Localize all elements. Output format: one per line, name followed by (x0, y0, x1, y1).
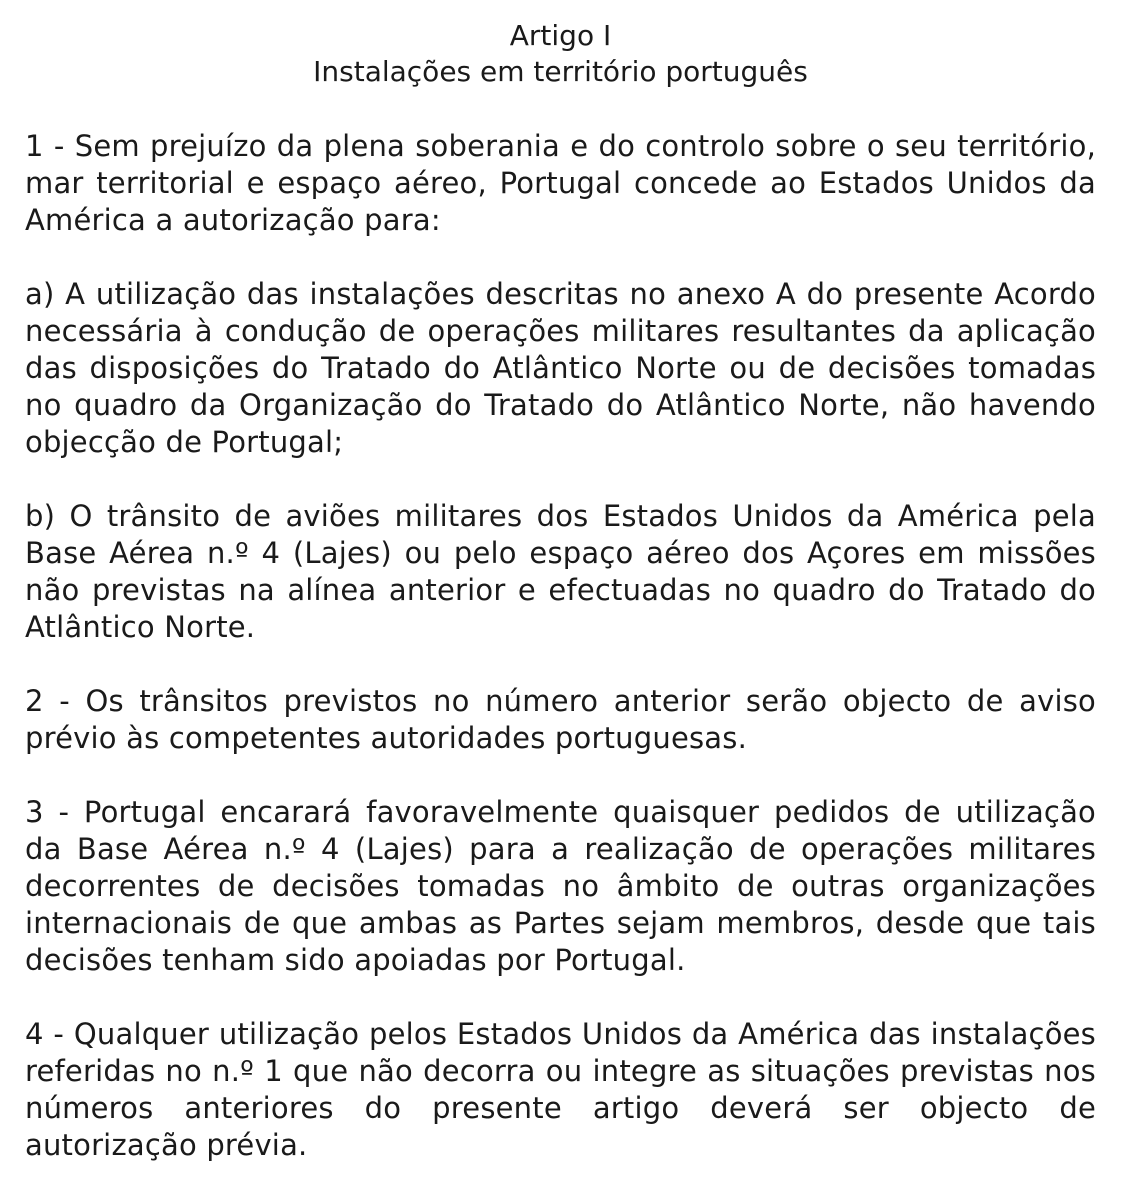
paragraph-1b: b) O trânsito de aviões militares dos Estados Unidos da América pela Base Aérea n.º 4 (Lajes) ou pelo espaço aéreo dos Açores em missões não previstas na alínea anterior e efectuadas no quadro do Tratado do Atlântico Norte. (25, 499, 1096, 644)
paragraph-1a: a) A utilização das instalações descritas no anexo A do presente Acordo necessária à condução de operações militares resultantes da aplicação das disposições do Tratado do Atlântico Norte ou de decisões tomadas no quadro da Organização do Tratado do Atlântico Norte, não havendo objecção de Portugal; (25, 277, 1096, 459)
article-title: Instalações em território português (313, 55, 808, 88)
article-heading (25, 18, 1096, 90)
paragraph-3: 3 - Portugal encarará favoravelmente quaisquer pedidos de utilização da Base Aérea n.º 4 (Lajes) para a realização de operações militares decorrentes de decisões tomadas no âmbito de outras organizações internacionais de que ambas as Partes sejam membros, desde que tais decisões tenham sido apoiadas por Portugal. (25, 795, 1096, 977)
paragraph-2: 2 - Os trânsitos previstos no número anterior serão objecto de aviso prévio às competentes autoridades portuguesas. (25, 684, 1096, 755)
paragraph-4: 4 - Qualquer utilização pelos Estados Unidos da América das instalações referidas no n.º 1 que não decorra ou integre as situações previstas nos números anteriores do presente artigo deverá ser objecto de autorização prévia. (25, 1017, 1096, 1162)
paragraph-1: 1 - Sem prejuízo da plena soberania e do controlo sobre o seu território, mar territorial e espaço aéreo, Portugal concede ao Estados Unidos da América a autorização para: (25, 129, 1096, 237)
document-page (25, 18, 1096, 1201)
article-number: Artigo I (509, 19, 612, 52)
